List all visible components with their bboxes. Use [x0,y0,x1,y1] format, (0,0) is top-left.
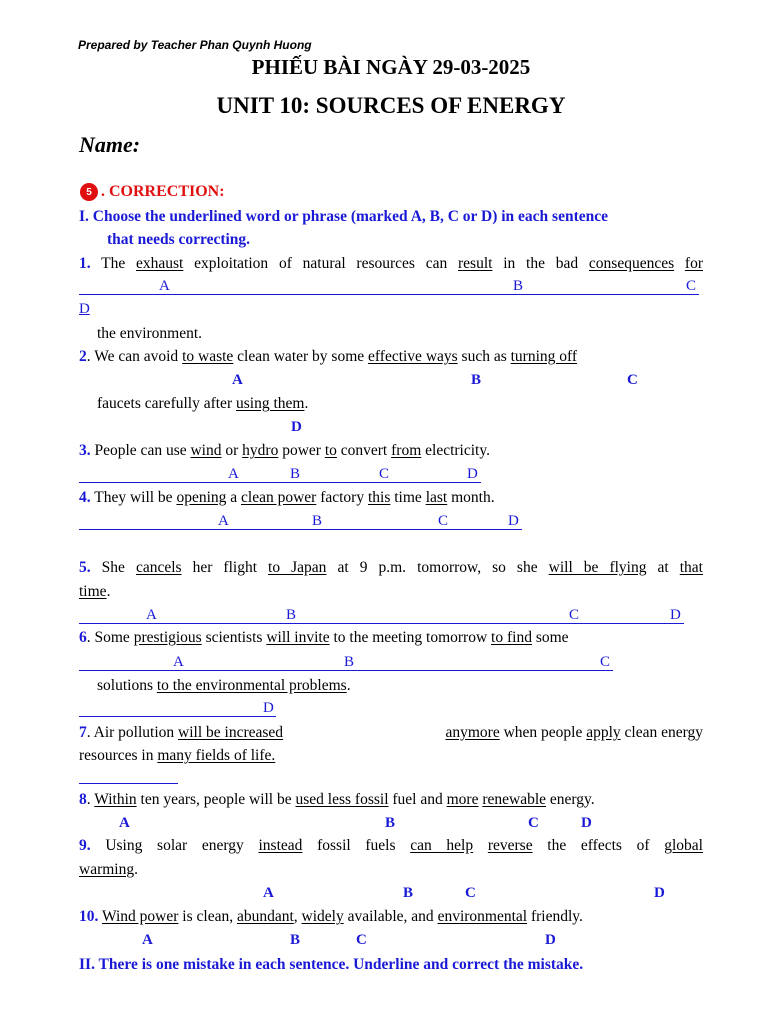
q9-option-a: A [263,885,274,901]
q4-option-d: D [508,513,519,529]
q9-option-c: C [465,885,476,901]
q4-option-c: C [438,513,449,529]
q6-option-b: B [344,654,355,670]
q3-option-b: B [290,466,301,482]
q5-option-c: C [569,607,580,623]
q6-option-d: D [263,700,274,716]
part2-instruction: II. There is one mistake in each sentence. Underline and correct the mistake. [79,956,584,973]
q7-continuation: resources in many fields of life. [79,747,276,764]
question-9: 9. Using solar energy instead fossil fuels can help reverse the effects of global [79,837,703,854]
q5-option-b: B [286,607,297,623]
q8-option-b: B [385,815,396,831]
q10-option-c: C [356,932,367,948]
unit-title: UNIT 10: SOURCES OF ENERGY [216,93,566,118]
q5-continuation: time. [79,583,111,600]
q2-option-a: A [232,372,243,388]
q1-option-a: A [159,278,170,294]
question-6: 6. Some prestigious scientists will invite to the meeting tomorrow to find some [79,629,569,646]
question-10: 10. Wind power is clean, abundant, widely available, and environmental friendly. [79,908,583,925]
q6-continuation: solutions to the environmental problems. [97,677,351,694]
question-8: 8. Within ten years, people will be used less fossil fuel and more renewable energy. [79,791,595,808]
q3-option-c: C [379,466,390,482]
q8-option-d: D [581,815,592,831]
q4-answer-line [79,529,522,530]
q10-option-d: D [545,932,556,948]
q9-option-b: B [403,885,414,901]
q2-option-d: D [291,419,302,435]
correction-heading [80,183,225,201]
q2-continuation: faucets carefully after using them. [97,395,309,412]
q2-option-c: C [627,372,638,388]
q3-answer-line [79,482,481,483]
correction-title: . CORRECTION: [101,183,225,200]
q1-continuation: the environment. [97,325,203,342]
q9-option-d: D [654,885,665,901]
q6-option-c: C [600,654,611,670]
q1-option-b: B [513,278,524,294]
q8-option-a: A [119,815,130,831]
question-7: 7. Air pollution will be increased anymore when people apply clean energy [79,724,703,741]
q6-answer-line-2 [79,716,276,717]
part1-instruction-line1: I. Choose the underlined word or phrase (marked A, B, C or D) in each sentence [79,208,609,225]
worksheet-date-title: PHIẾU BÀI NGÀY 29-03-2025 [251,55,531,79]
question-1: 1. The exhaust exploitation of natural resources can result in the bad consequences for [79,255,703,272]
question-2: 2. We can avoid to waste clean water by some effective ways such as turning off [79,348,578,365]
q5-option-d: D [670,607,681,623]
q5-answer-line [79,623,684,624]
q10-option-b: B [290,932,301,948]
q4-option-a: A [218,513,229,529]
q6-option-a: A [173,654,184,670]
name-label: Name: [79,132,141,157]
q3-option-a: A [228,466,239,482]
q1-option-c: C [686,278,697,294]
prepared-by: Prepared by Teacher Phan Quynh Huong [78,38,312,52]
question-3: 3. People can use wind or hydro power to convert from electricity. [79,442,490,459]
q1-option-d: D [79,301,90,317]
q9-continuation: warming. [79,861,138,878]
part1-instruction-line2: that needs correcting. [107,231,251,248]
q7-answer-line [79,783,178,784]
q3-option-d: D [467,466,478,482]
q1-answer-line [79,294,699,295]
q4-option-b: B [312,513,323,529]
number-badge-icon: 5 [80,183,98,201]
q2-option-b: B [471,372,482,388]
question-5: 5. She cancels her flight to Japan at 9 p.m. tomorrow, so she will be flying at that [79,559,703,576]
q8-option-c: C [528,815,539,831]
q10-option-a: A [142,932,153,948]
question-4: 4. They will be opening a clean power factory this time last month. [79,489,495,506]
q5-option-a: A [146,607,157,623]
